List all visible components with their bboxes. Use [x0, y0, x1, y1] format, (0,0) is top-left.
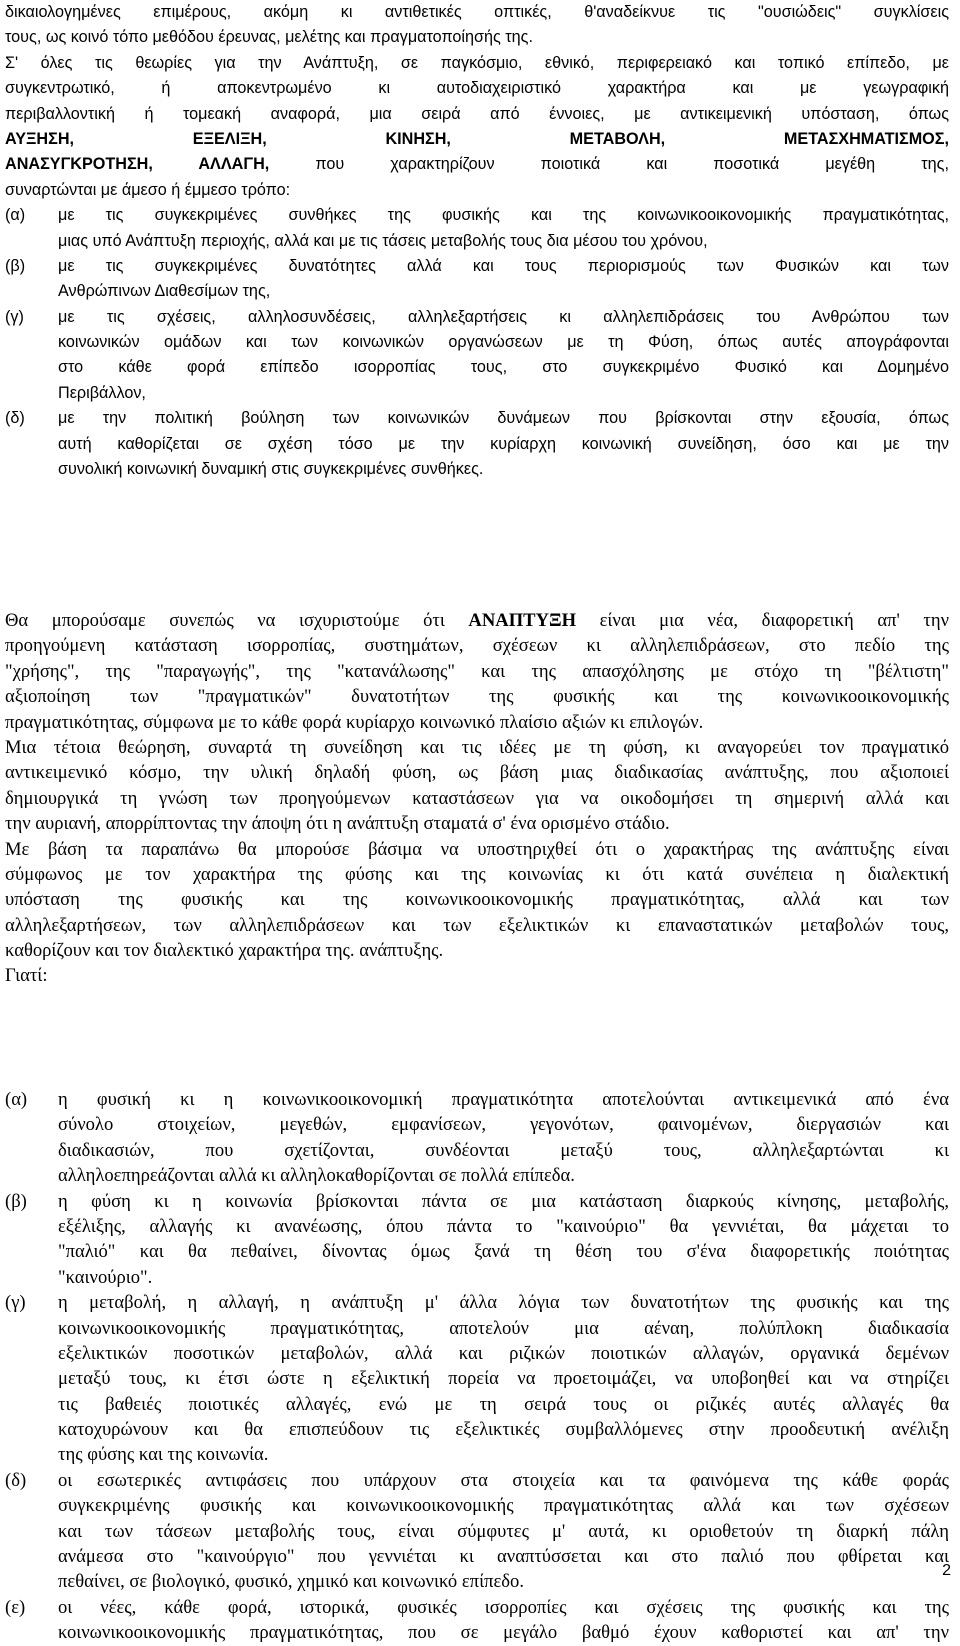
text-fragment: Θα μπορούσαμε συνεπώς να ισχυριστούμε ότι — [5, 610, 445, 631]
list-label: (α) — [5, 206, 26, 225]
list-item — [5, 1468, 949, 1595]
text-line: Ανθρώπινων Διαθεσίμων της, — [58, 282, 271, 301]
list-label: (γ) — [5, 307, 24, 326]
list-label: (δ) — [5, 1469, 27, 1491]
text-line: οι εσωτερικές αντιφάσεις που υπάρχουν στα στοιχεία και τα φαινόμενα της κάθε φοράς — [58, 1469, 949, 1491]
list-label: (γ) — [5, 1292, 26, 1314]
text-line: αλληλοεπηρεάζονται αλλά κι αλληλοκαθορίζονται σε πολλά επίπεδα. — [58, 1165, 575, 1187]
text-line: αντικειμενικό κόσμο, την υλική δηλαδή φύση, ως βάση μιας διαδικασίας ανάπτυξης, που αξιοποιεί — [5, 762, 949, 784]
list-item — [5, 1189, 949, 1291]
text-line: μιας υπό Ανάπτυξη περιοχής, αλλά και με τις τάσεις μεταβολής τους δια μέσου του χρόνου, — [58, 231, 708, 250]
list-item — [5, 254, 949, 305]
text-line: κοινωνικών ομάδων και των κοινωνικών οργανώσεων με τη Φύση, όπως αυτές απογράφονται — [58, 333, 949, 352]
why-heading: Γιατί: — [5, 965, 48, 987]
text-line: προηγούμενη κατάσταση ισορροπίας, συστημάτων, σχέσεων κι αλληλεπιδράσεων, στο πεδίο της — [5, 635, 949, 657]
text-line: συναρτώνται με άμεσο ή έμμεσο τρόπο: — [5, 180, 291, 199]
text-line: διαδικασιών, που σχετίζονται, συνδέονται μεταξύ τους, αλληλεξαρτώνται κι — [58, 1139, 949, 1161]
text-line — [5, 152, 949, 177]
text-line: η μεταβολή, η αλλαγή, η ανάπτυξη μ' άλλα λόγια των δυνατοτήτων της φυσικής και της — [58, 1292, 949, 1314]
text-line: η φύση κι η κοινωνία βρίσκονται πάντα σε μια κατάσταση διαρκούς κίνησης, μεταβολής, — [58, 1190, 949, 1212]
text-line: "καινούριο". — [58, 1266, 153, 1288]
intro-section — [5, 0, 949, 482]
text-line: Μια τέτοια θεώρηση, συναρτά τη συνείδηση και τις ιδέες με τη φύση, κι αναγορεύει τον πραγματικό — [5, 736, 949, 758]
list-label: (β) — [5, 1190, 27, 1212]
list-item — [5, 305, 949, 407]
text-line: τους, ως κοινό τόπο μεθόδου έρευνας, μελέτης και πραγματοποίησής της. — [5, 28, 533, 47]
text-line: αλληλεξαρτήσεων, των αλληλεπιδράσεων και των εξελικτικών κι επαναστατικών μεταβολών τους, — [5, 914, 949, 936]
text-line: πραγματικότητας, σύμφωνα με το κάθε φορά κυρίαρχο κοινωνικό πλαίσιο αξιών κι επιλογών. — [5, 711, 704, 733]
text-line: εξέλιξης, αλλαγής κι ανανέωσης, όπου πάντα το "καινούριο" θα γεννιέται, θα μάχεται το — [58, 1215, 949, 1237]
text-line: δημιουργικά τη γνώση των προηγούμενων καταστάσεων για να οικοδομήσει τη σημερινή αλλά και — [5, 787, 949, 809]
concepts-continued: ΑΝΑΣΥΓΚΡΟΤΗΣΗ, ΑΛΛΑΓΗ, — [5, 155, 270, 174]
text-line: αξιοποίηση των "πραγματικών" δυνατοτήτων της φυσικής και της κοινωνικοοικονομικής — [5, 686, 949, 708]
list-label: (β) — [5, 256, 26, 275]
text-line: με την πολιτική βούληση των κοινωνικών δυνάμεων που βρίσκονται στην εξουσία, όπως — [58, 409, 949, 428]
text-line: εξελικτικών ποσοτικών μεταβολών, αλλά και ριζικών ποιοτικών αλλαγών, οργανικά δεμένων — [58, 1342, 949, 1364]
text-line: κοινωνικοοικονομικής πραγματικότητας, που σε μεγάλο βαθμό έχουν καθοριστεί και απ' την — [58, 1622, 949, 1644]
reasons-section — [5, 1087, 949, 1646]
text-line: αυτή καθορίζεται σε σχέση τόσο με την κυρίαρχη κοινωνική συνείδηση, όσο και με την — [58, 434, 949, 453]
text-line: συγκεκριμένης φυσικής και κοινωνικοοικονομικής πραγματικότητας αλλά και των σχέσεων — [58, 1495, 949, 1517]
text-line: σύνολο στοιχείων, μεγεθών, εμφανίσεων, γεγονότων, φαινομένων, διεργασιών και — [58, 1114, 949, 1136]
text-line — [5, 608, 949, 633]
text-line: της φύσης και της κοινωνία. — [58, 1444, 269, 1466]
text-line: μεταξύ τους, κι έτσι ώστε η εξελικτική πορεία να προετοιμάζει, να υποβοηθεί και να στηρίζει — [58, 1368, 949, 1390]
text-line: περιβαλλοντική ή τομεακή αναφορά, μια σειρά από έννοιες, με αντικειμενική υπόσταση, όπως — [5, 104, 949, 123]
development-keyword: ΑΝΑΠΤΥΞΗ — [468, 610, 577, 631]
text-line: "παλιό" και θα πεθαίνει, δίνοντας όμως ξανά τη θέση του σ'ένα διαφορετικής ποιότητας — [58, 1241, 949, 1263]
text-line: καθορίζουν και τον διαλεκτικό χαρακτήρα της. ανάπτυξης. — [5, 940, 444, 962]
list-item — [5, 1290, 949, 1468]
list-item — [5, 1595, 949, 1646]
development-section — [5, 608, 949, 989]
text-line: και των τάσεων μεταβολής τους, είναι σύμφυτες μ' αυτά, κι οριοθετούν τη διαρκή πάλη — [58, 1520, 949, 1542]
text-line: δικαιολογημένες επιμέρους, ακόμη κι αντιθετικές οπτικές, θ'αναδείκνυε τις "ουσιώδεις" συγκλίσεις — [5, 3, 949, 21]
list-label: (δ) — [5, 409, 25, 428]
text-line: "χρήσης", της "παραγωγής", της "κατανάλωσης" και της απασχόλησης με στόχο τη "βέλτιστη" — [5, 660, 949, 682]
text-fragment: είναι μια νέα, διαφορετική απ' την — [599, 610, 949, 631]
text-line: συγκεντρωτικό, ή αποκεντρωμένο κι αυτοδιαχειριστικό χαρακτήρα και με γεωγραφική — [5, 79, 949, 98]
text-fragment: που χαρακτηρίζουν ποιοτικά και ποσοτικά μεγέθη της, — [315, 155, 949, 174]
text-line: τις βαθειές ποιοτικές αλλαγές, ενώ με τη σειρά τους οι ριζικές αυτές αλλαγές θα — [58, 1393, 949, 1415]
text-line: ανάμεσα στο "καινούργιο" που γεννιέται κι αναπτύσσεται και στο παλιό που φθίρεται και — [58, 1546, 949, 1568]
text-line: Με βάση τα παραπάνω θα μπορούσε βάσιμα να υποστηριχθεί ότι ο χαρακτήρας της ανάπτυξης είναι — [5, 838, 949, 860]
text-line: συνολική κοινωνική δυναμική στις συγκεκριμένες συνθήκες. — [58, 460, 484, 479]
text-line: Σ' όλες τις θεωρίες για την Ανάπτυξη, σε παγκόσμιο, εθνικό, περιφερειακό και τοπικό επίπεδο, με — [5, 53, 949, 72]
list-item — [5, 406, 949, 482]
text-line: οι νέες, κάθε φορά, ιστορικά, φυσικές ισορροπίες και σχέσεις της φυσικής και της — [58, 1596, 949, 1618]
list-item — [5, 1087, 949, 1189]
text-line: πεθαίνει, σε βιολογικό, φυσικό, χημικό και κοινωνικό επίπεδο. — [58, 1571, 524, 1593]
text-line: Περιβάλλον, — [58, 383, 146, 402]
text-line: με τις συγκεκριμένες δυνατότητες αλλά και τους περιορισμούς των Φυσικών και των — [58, 256, 949, 275]
list-item — [5, 203, 949, 254]
list-label: (α) — [5, 1089, 28, 1110]
text-line: σύμφωνος με τον χαρακτήρα της φύσης και της κοινωνίας κι ότι κατά συνέπεια η διαλεκτική — [5, 863, 949, 885]
text-line: κοινωνικοοικονομικής πραγματικότητας, αποτελούν μια αέναη, πολύπλοκη διαδικασία — [58, 1317, 949, 1339]
text-line: κατοχυρώνουν και θα επισπεύδουν τις εξελικτικές συμβαλλόμενες στην προοδευτική ανέλιξη — [58, 1419, 949, 1441]
text-line: την αυριανή, απορρίπτοντας την άποψη ότι η ανάπτυξη σταματά σ' ένα ορισμένο στάδιο. — [5, 813, 670, 835]
text-line: στο κάθε φορά επίπεδο ισορροπίας τους, στο συγκεκριμένο Φυσικό και Δομημένο — [58, 358, 949, 377]
concepts-line: ΑΥΞΗΣΗ, ΕΞΕΛΙΞΗ, ΚΙΝΗΣΗ, ΜΕΤΑΒΟΛΗ, ΜΕΤΑΣΧΗΜΑΤΙΣΜΟΣ, — [5, 129, 949, 148]
text-line: υπόσταση της φυσικής και της κοινωνικοοικονομικής πραγματικότητας, αλλά και των — [5, 889, 949, 911]
text-line: με τις σχέσεις, αλληλοσυνδέσεις, αλληλεξαρτήσεις κι αλληλεπιδράσεις του Ανθρώπου των — [58, 307, 949, 326]
text-line: με τις συγκεκριμένες συνθήκες της φυσικής και της κοινωνικοοικονομικής πραγματικότητας, — [58, 206, 949, 225]
text-line: η φυσική κι η κοινωνικοοικονομική πραγματικότητα αποτελούνται αντικειμενικά από ένα — [58, 1089, 949, 1110]
page-number: 2 — [942, 1562, 951, 1579]
list-label: (ε) — [5, 1596, 26, 1618]
